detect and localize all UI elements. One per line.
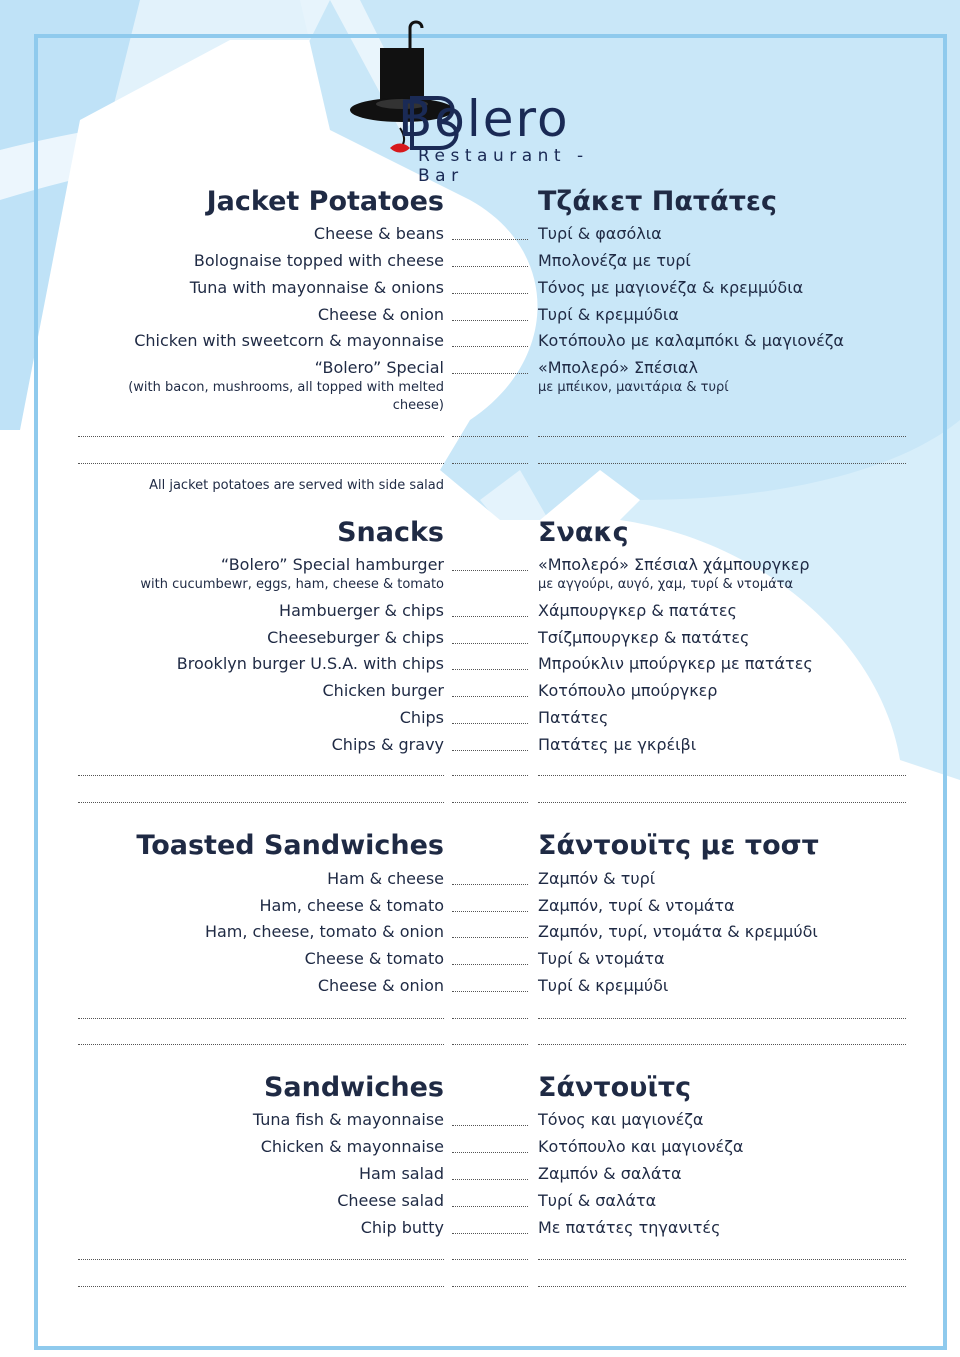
- item-en: Tuna fish & mayonnaise: [252, 1110, 444, 1129]
- item-en: Cheese & onion: [317, 305, 444, 324]
- menu-item: [0, 278, 960, 302]
- item-en: Ham salad: [358, 1164, 444, 1183]
- dot-leader: [452, 293, 528, 294]
- blank-line: [538, 1044, 906, 1045]
- item-en: Tuna with mayonnaise & onions: [189, 278, 444, 297]
- blank-line: [538, 775, 906, 776]
- menu-item: [0, 896, 960, 920]
- item-gr: «Μπολερό» Σπέσιαλ: [538, 358, 698, 377]
- jacket-note: All jacket potatoes are served with side salad: [149, 478, 444, 493]
- item-gr: Ζαμπόν, τυρί & ντομάτα: [538, 896, 735, 915]
- menu-item: [0, 869, 960, 893]
- special-desc-gr: με μπέικον, μανιτάρια & τυρί: [538, 380, 729, 395]
- dot-leader: [452, 346, 528, 347]
- blank-line: [78, 1018, 444, 1019]
- blank-line: [538, 1018, 906, 1019]
- item-gr: Πατάτες: [538, 708, 609, 727]
- special-desc-en: with cucumbewr, eggs, ham, cheese & tomato: [140, 577, 444, 592]
- blank-line: [78, 1259, 444, 1260]
- dot-leader: [452, 884, 528, 885]
- item-gr: Πατάτες με γκρέιβι: [538, 735, 697, 754]
- dot-leader: [452, 669, 528, 670]
- item-gr: «Μπολερό» Σπέσιαλ χάμπουργκερ: [538, 555, 810, 574]
- brand-name: Bolero: [398, 90, 570, 148]
- blank-line: [538, 1286, 906, 1287]
- dot-leader: [452, 239, 528, 240]
- item-gr: Μπολονέζα με τυρί: [538, 251, 691, 270]
- item-en: Cheese & onion: [317, 976, 444, 995]
- snacks-title-gr: Σνακς: [538, 517, 629, 548]
- item-en: Chicken with sweetcorn & mayonnaise: [134, 331, 444, 350]
- dot-leader: [452, 964, 528, 965]
- dot-leader: [452, 723, 528, 724]
- dot-leader: [452, 570, 528, 571]
- menu-item: [0, 708, 960, 732]
- item-en: Bolognaise topped with cheese: [193, 251, 444, 270]
- item-en: Cheese salad: [337, 1191, 444, 1210]
- menu-item: [0, 922, 960, 946]
- item-en: Cheese & beans: [313, 224, 444, 243]
- blank-line: [538, 1259, 906, 1260]
- item-gr: Κοτόπουλο μπούργκερ: [538, 681, 718, 700]
- dot-leader: [452, 937, 528, 938]
- dot-leader: [452, 373, 528, 374]
- item-gr: Τυρί & κρεμμύδι: [538, 976, 669, 995]
- item-gr: Τυρί & κρεμμύδια: [538, 305, 679, 324]
- dot-leader: [452, 991, 528, 992]
- item-gr: Μπρούκλιν μπούργκερ με πατάτες: [538, 654, 813, 673]
- item-en: Chicken burger: [322, 681, 444, 700]
- item-gr: Τυρί & ντομάτα: [538, 949, 665, 968]
- dot-leader: [452, 696, 528, 697]
- item-gr: Τόνος και μαγιονέζα: [538, 1110, 704, 1129]
- blank-line: [452, 1286, 528, 1287]
- item-en: Chip butty: [360, 1218, 444, 1237]
- item-gr: Ζαμπόν & σαλάτα: [538, 1164, 682, 1183]
- item-gr: Ζαμπόν, τυρί, ντομάτα & κρεμμύδι: [538, 922, 818, 941]
- menu-item: [0, 1191, 960, 1215]
- blank-line: [538, 436, 906, 437]
- item-gr: Με πατάτες τηγανιτές: [538, 1218, 721, 1237]
- blank-line: [452, 1259, 528, 1260]
- blank-line: [78, 436, 444, 437]
- brand-tagline: Restaurant - Bar: [418, 146, 589, 186]
- menu-item: [0, 1110, 960, 1134]
- item-en: Chicken & mayonnaise: [260, 1137, 444, 1156]
- menu-item: [0, 251, 960, 275]
- dot-leader: [452, 1179, 528, 1180]
- blank-line: [78, 802, 444, 803]
- menu-item: [0, 1164, 960, 1188]
- jacket-title-en: Jacket Potatoes: [206, 186, 444, 217]
- blank-line: [452, 775, 528, 776]
- dot-leader: [452, 320, 528, 321]
- item-en: Chips: [399, 708, 444, 727]
- dot-leader: [452, 643, 528, 644]
- menu-item: [0, 305, 960, 329]
- blank-line: [78, 1286, 444, 1287]
- dot-leader: [452, 616, 528, 617]
- dot-leader: [452, 266, 528, 267]
- special-desc-en: (with bacon, mushrooms, all topped with melted cheese): [128, 380, 444, 413]
- item-en: Brooklyn burger U.S.A. with chips: [176, 654, 444, 673]
- menu-item: [0, 601, 960, 625]
- item-en: Cheeseburger & chips: [267, 628, 444, 647]
- jacket-title-gr: Τζάκετ Πατάτες: [538, 186, 777, 217]
- menu-item: [0, 654, 960, 678]
- blank-line: [452, 802, 528, 803]
- item-en: Ham, cheese, tomato & onion: [204, 922, 444, 941]
- menu-item: [0, 628, 960, 652]
- blank-line: [538, 802, 906, 803]
- item-en: Chips & gravy: [331, 735, 444, 754]
- sandwiches-title-gr: Σάντουϊτς: [538, 1072, 692, 1103]
- blank-line: [538, 463, 906, 464]
- item-en: “Bolero” Special: [314, 358, 444, 377]
- blank-line: [78, 1044, 444, 1045]
- menu-item: [0, 735, 960, 759]
- dot-leader: [452, 750, 528, 751]
- dot-leader: [452, 1152, 528, 1153]
- item-gr: Ζαμπόν & τυρί: [538, 869, 656, 888]
- menu-item: [0, 1137, 960, 1161]
- dot-leader: [452, 1233, 528, 1234]
- toasted-title-en: Toasted Sandwiches: [136, 830, 444, 861]
- dot-leader: [452, 1206, 528, 1207]
- special-desc-gr: με αγγούρι, αυγό, χαμ, τυρί & ντομάτα: [538, 577, 794, 592]
- dot-leader: [452, 1125, 528, 1126]
- sandwiches-title-en: Sandwiches: [263, 1072, 444, 1103]
- item-en: Cheese & tomato: [304, 949, 444, 968]
- dot-leader: [452, 911, 528, 912]
- item-gr: Κοτόπουλο και μαγιονέζα: [538, 1137, 744, 1156]
- menu-item: [0, 681, 960, 705]
- item-en: “Bolero” Special hamburger: [220, 555, 444, 574]
- blank-line: [452, 436, 528, 437]
- snacks-title-en: Snacks: [337, 517, 444, 548]
- menu-item: [0, 224, 960, 248]
- menu-item: [0, 331, 960, 355]
- blank-line: [452, 463, 528, 464]
- item-gr: Τυρί & σαλάτα: [538, 1191, 657, 1210]
- blank-line: [78, 775, 444, 776]
- blank-line: [452, 1044, 528, 1045]
- item-en: Ham & cheese: [327, 869, 444, 888]
- menu-item: [0, 949, 960, 973]
- item-gr: Χάμπουργκερ & πατάτες: [538, 601, 737, 620]
- menu-item: [0, 976, 960, 1000]
- item-gr: Τόνος με μαγιονέζα & κρεμμύδια: [538, 278, 804, 297]
- item-gr: Τυρί & φασόλια: [538, 224, 662, 243]
- item-gr: Κοτόπουλο με καλαμπόκι & μαγιονέζα: [538, 331, 844, 350]
- item-en: Hambuerger & chips: [279, 601, 444, 620]
- item-en: Ham, cheese & tomato: [259, 896, 444, 915]
- toasted-title-gr: Σάντουϊτς με τοστ: [538, 830, 819, 861]
- blank-line: [452, 1018, 528, 1019]
- blank-line: [78, 463, 444, 464]
- item-gr: Τσίζμπουργκερ & πατάτες: [538, 628, 750, 647]
- menu-item: [0, 1218, 960, 1242]
